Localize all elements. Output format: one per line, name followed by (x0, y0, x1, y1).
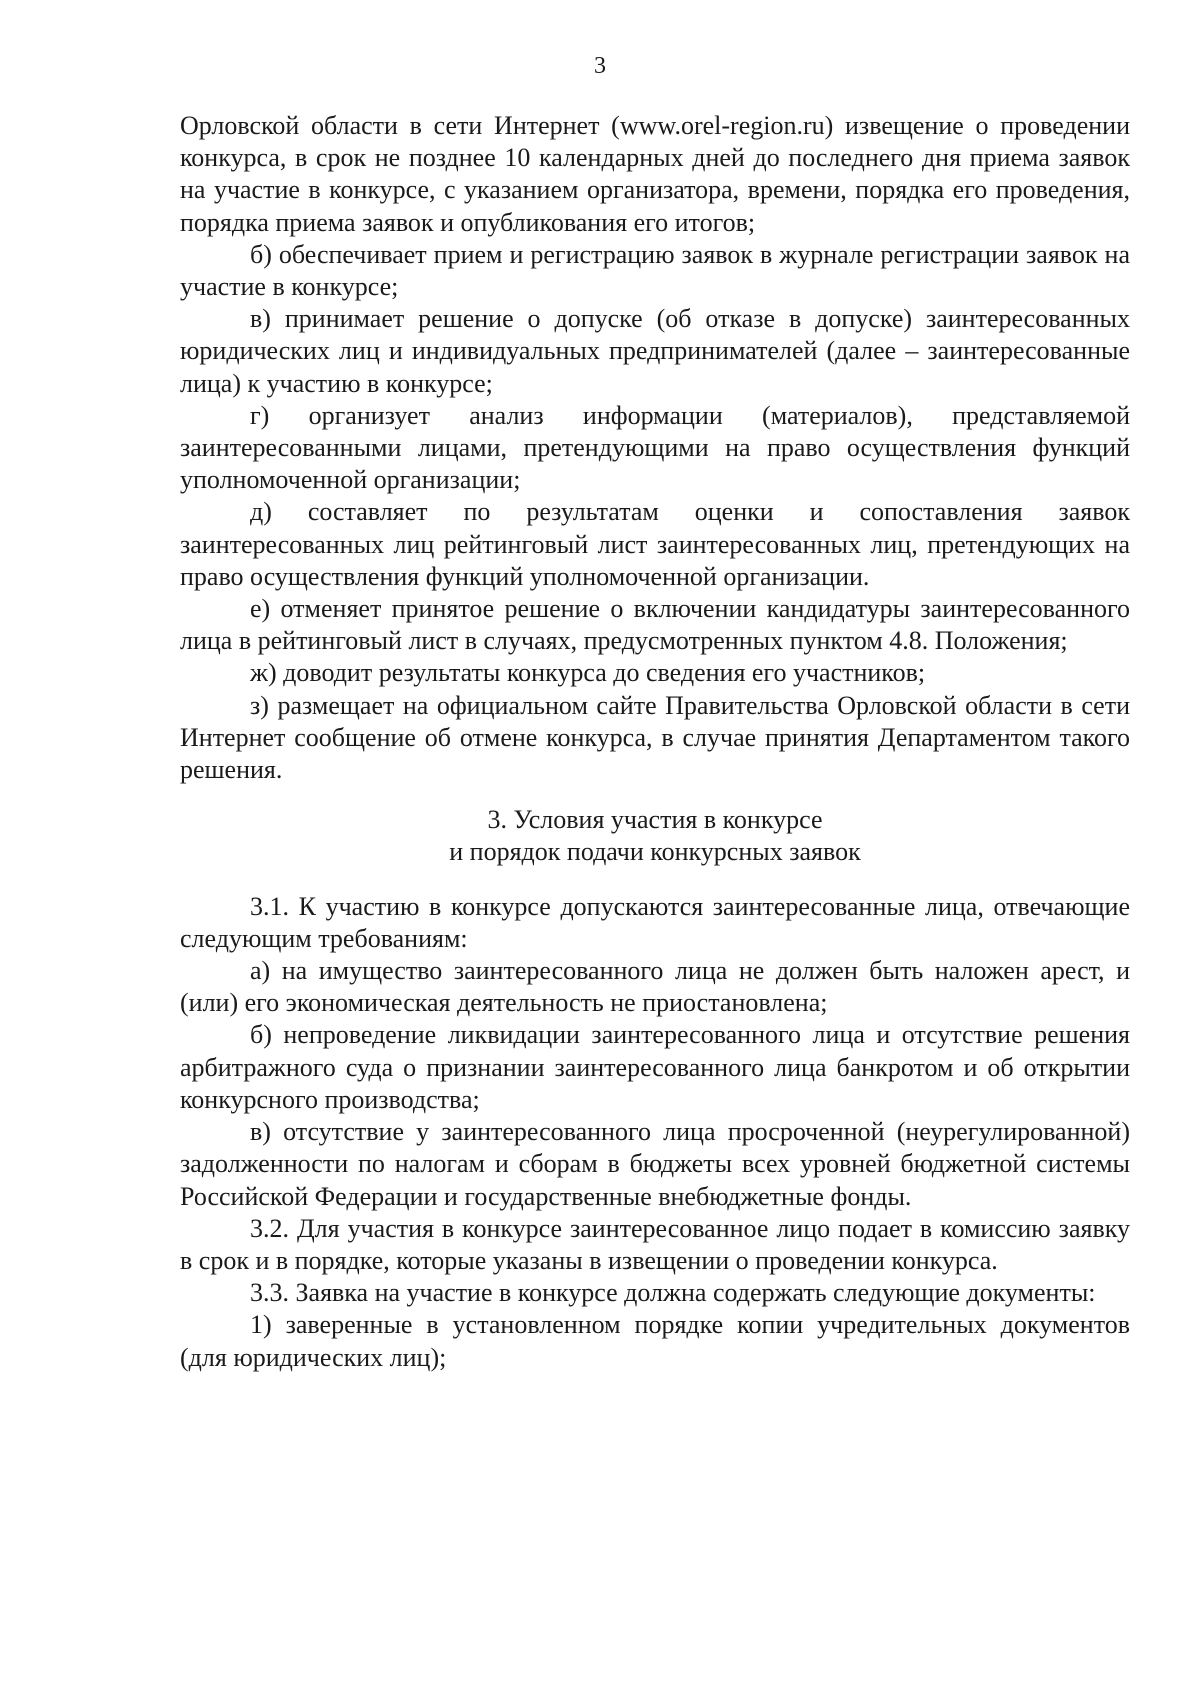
paragraphs-before-section (180, 110, 1130, 786)
section-heading-line-1: 3. Условия участия в конкурсе (487, 805, 823, 835)
paragraph: ж) доводит результаты конкурса до сведения его участников; (250, 658, 926, 688)
paragraph: 1) заверенные в установленном порядке копии учредительных документов (для юридических лиц); (180, 1310, 1130, 1372)
paragraph: б) непроведение ликвидации заинтересованного лица и отсутствие решения арбитражного суда о признании заинтересованного лица банкротом и об открытии конкурсного производства; (180, 1020, 1130, 1114)
paragraph: а) на имущество заинтересованного лица не должен быть наложен арест, и (или) его экономическая деятельность не приостановлена; (180, 956, 1130, 1018)
paragraph: в) отсутствие у заинтересованного лица просроченной (неурегулированной) задолженности по налогам и сборам в бюджеты всех уровней бюджетной системы Российской Федерации и государственные внебюджетные фонды. (180, 1117, 1130, 1211)
section-heading (180, 804, 1130, 868)
paragraph: в) принимает решение о допуске (об отказе в допуске) заинтересованных юридических лиц и индивидуальных предпринимателей (далее – заинтересованные лица) к участию в конкурсе; (180, 304, 1130, 398)
paragraph: 3.2. Для участия в конкурсе заинтересованное лицо подает в комиссию заявку в срок и в порядке, которые указаны в извещении о проведении конкурса. (180, 1213, 1130, 1275)
paragraph: д) составляет по результатам оценки и сопоставления заявок заинтересованных лиц рейтинговый лист заинтересованных лиц, претендующих на право осуществления функций уполномоченной организации. (180, 497, 1130, 591)
paragraph: Орловской области в сети Интернет (www.orel-region.ru) извещение о проведении конкурса, в срок не позднее 10 календарных дней до последнего дня приема заявок на участие в конкурсе, с указанием организатора, времени, порядка его проведения, порядка приема заявок и опубликования его итогов; (180, 111, 1130, 237)
paragraph: г) организует анализ информации (материалов), представляемой заинтересованными лицами, претендующими на право осуществления функций уполномоченной организации; (180, 400, 1130, 495)
paragraphs-after-section (180, 891, 1130, 1374)
paragraph: е) отменяет принятое решение о включении кандидатуры заинтересованного лица в рейтинговый лист в случаях, предусмотренных пунктом 4.8. Положения; (180, 594, 1130, 656)
page-number: 3 (594, 53, 606, 79)
section-heading-line-2: и порядок подачи конкурсных заявок (449, 837, 861, 867)
paragraph: 3.1. К участию в конкурсе допускаются заинтересованные лица, отвечающие следующим требованиям: (180, 891, 1130, 953)
paragraph: з) размещает на официальном сайте Правительства Орловской области в сети Интернет сообщение об отмене конкурса, в случае принятия Департаментом такого решения. (180, 690, 1130, 785)
document-body (180, 110, 1130, 1374)
paragraph: 3.3. Заявка на участие в конкурсе должна содержать следующие документы: (250, 1278, 1096, 1308)
paragraph: б) обеспечивает прием и регистрацию заявок в журнале регистрации заявок на участие в конкурсе; (180, 239, 1130, 302)
